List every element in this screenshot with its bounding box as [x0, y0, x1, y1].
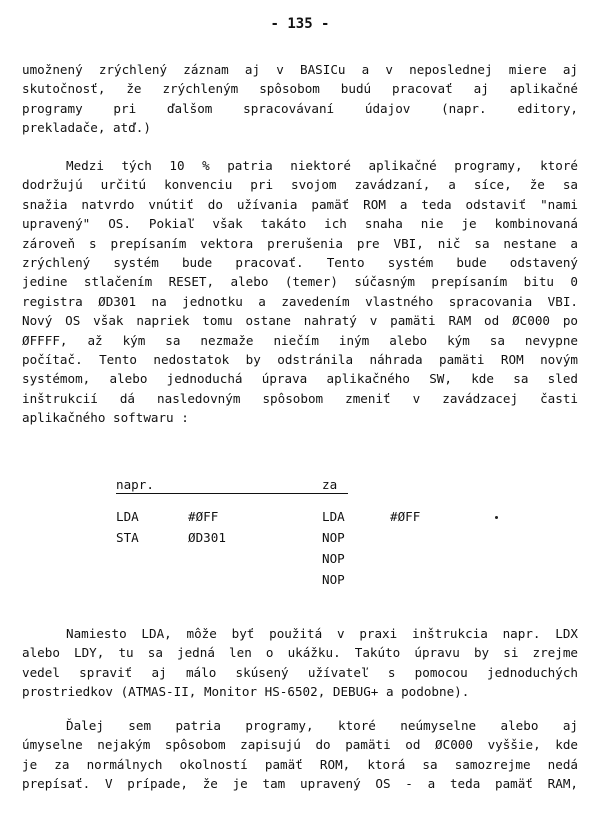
- text-line: alebo LDY, tu sa jedná len o ukážku. Takúto úpravu by si zrejme: [22, 645, 578, 661]
- table-header-after: za: [322, 477, 338, 492]
- text-line: inštrukcií dá nasledovným spôsobom zmeniť v zavádzacej časti: [22, 390, 578, 406]
- text-line: Namiesto LDA, môže byť použitá v praxi inštrukcia napr. LDX: [66, 626, 578, 641]
- text-line: upravený" OS. Pokiaľ však takáto ich snaha nie je kombinovaná: [22, 216, 578, 232]
- table-cell: NOP: [322, 572, 345, 587]
- paragraph-4: [22, 716, 578, 794]
- text-line: zároveň s prepísaním vektora prerušenia pre VBI, nič sa nestane a: [22, 235, 578, 251]
- code-table: [116, 474, 421, 594]
- text-line: prekladače, atď.): [22, 120, 151, 136]
- table-cell: STA: [116, 530, 139, 545]
- ink-dot: [495, 516, 498, 519]
- text-line: systémom, alebo jednoduchá úprava aplikačného SW, kde sa sled: [22, 371, 578, 387]
- text-line: zrýchlený systém bude pracovať. Tento systém bude odstavený: [22, 254, 578, 270]
- text-line: prostriedkov (ATMAS-II, Monitor HS-6502, DEBUG+ a podobne).: [22, 684, 470, 700]
- text-line: programy pri ďalšom spracovávaní údajov (napr. editory,: [22, 100, 578, 116]
- paragraph-3: [22, 624, 578, 702]
- table-cell: #ØFF: [390, 509, 421, 524]
- table-cell: #ØFF: [188, 509, 219, 524]
- text-line: počítač. Tento nedostatok by odstránila náhrada pamäti ROM novým: [22, 351, 578, 367]
- text-line: vedel spraviť aj málo skúsený užívateľ s pomocou jednoduchých: [22, 664, 578, 680]
- paragraph-1: [22, 60, 578, 138]
- text-line: dodržujú určitú konvenciu pri svojom zavádzaní, a síce, že sa: [22, 177, 578, 193]
- table-divider: [116, 493, 348, 494]
- text-line: je za normálnych okolností pamäť ROM, ktorá sa samozrejme nedá: [22, 756, 578, 772]
- text-line: umožnený zrýchlený záznam aj v BASICu a v neposlednej miere aj: [22, 62, 578, 77]
- text-line: snažia natvrdo vnútiť do užívania pamäť ROM a teda odstaviť "nami: [22, 196, 578, 212]
- table-cell: ØD301: [188, 530, 226, 545]
- table-cell: NOP: [322, 551, 345, 566]
- text-line: registra ØD301 na jednotku a zavedením vlastného spracovania VBI.: [22, 293, 578, 309]
- text-line: ØFFFF, až kým sa nezmaže niečím iným alebo kým sa nevypne: [22, 332, 578, 348]
- table-header-before: napr.: [116, 477, 154, 492]
- table-cell: NOP: [322, 530, 345, 545]
- text-line: Ďalej sem patria programy, ktoré neúmyselne alebo aj: [66, 718, 578, 733]
- text-line: Medzi tých 10 % patria niektoré aplikačné programy, ktoré: [66, 158, 578, 173]
- text-line: skutočnosť, že zrýchleným spôsobom budú pracovať aj aplikačné: [22, 81, 578, 97]
- text-line: jedine stlačením RESET, alebo (temer) súčasným prepísaním bitu 0: [22, 274, 578, 290]
- table-cell: LDA: [322, 509, 345, 524]
- text-line: Nový OS však napriek tomu ostane nahratý v pamäti RAM od ØC000 po: [22, 313, 578, 329]
- text-line: aplikačného softwaru :: [22, 410, 189, 426]
- paragraph-2: [22, 156, 578, 427]
- table-cell: LDA: [116, 509, 139, 524]
- text-line: úmyselne nejakým spôsobom zapisujú do pamäti od ØC000 vyššie, kde: [22, 737, 578, 753]
- text-line: prepísať. V prípade, že je tam upravený OS - a teda pamäť RAM,: [22, 776, 578, 792]
- page-number: - 135 -: [270, 16, 330, 32]
